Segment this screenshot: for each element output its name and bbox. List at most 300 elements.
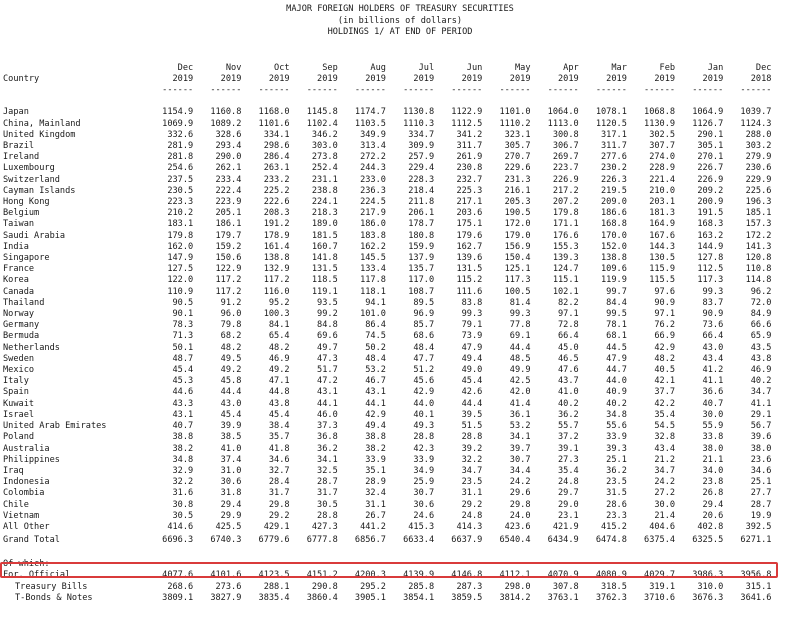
table-row: [3, 298, 771, 309]
table-cell: 47.6: [557, 365, 579, 376]
table-cell: 66.9: [654, 331, 676, 342]
table-cell: 181.5: [311, 230, 338, 241]
table-cell: 47.9: [461, 342, 483, 353]
table-cell: 23.8: [702, 477, 724, 488]
table-cell: 1120.5: [595, 118, 627, 129]
table-cell: 186.6: [601, 208, 627, 219]
table-cell: 334.7: [408, 129, 435, 140]
table-cell: 35.4: [654, 409, 676, 420]
table-cell: 414.6: [167, 521, 194, 532]
table-cell: 31.1: [365, 499, 386, 510]
table-cell: 34.9: [413, 465, 435, 476]
table-cell: 72.0: [750, 297, 772, 308]
table-cell: 29.2: [461, 499, 483, 510]
table-cell: 30.7: [413, 488, 435, 499]
table-cell: 78.1: [606, 320, 627, 331]
table-cell: 79.1: [461, 320, 483, 331]
table-cell: 74.5: [365, 331, 386, 342]
table-cell: 305.7: [504, 141, 531, 152]
table-cell: 222.4: [215, 185, 242, 196]
table-cell: 44.5: [606, 342, 627, 353]
table-cell: 46.5: [557, 353, 579, 364]
table-cell: 254.6: [167, 163, 194, 174]
row-label: Bermuda: [3, 331, 40, 342]
table-cell: 219.5: [601, 185, 627, 196]
table-cell: 229.4: [408, 163, 435, 174]
table-cell: 23.1: [557, 510, 579, 521]
table-cell: 168.8: [601, 219, 627, 230]
table-cell: 29.6: [509, 488, 531, 499]
table-cell: 117.2: [263, 275, 290, 286]
table-cell: 96.0: [220, 309, 242, 320]
table-cell: 21.2: [654, 454, 676, 465]
table-cell: 48.5: [509, 353, 531, 364]
table-cell: 279.9: [745, 152, 772, 163]
table-row: [3, 365, 771, 376]
table-cell: 179.6: [456, 230, 483, 241]
table-cell: 65.9: [750, 331, 772, 342]
table-cell: 230.2: [601, 163, 627, 174]
table-cell: 233.2: [263, 174, 290, 185]
table-cell: 6540.4: [499, 535, 531, 546]
table-cell: 46.7: [365, 376, 386, 387]
table-cell: 179.8: [167, 230, 194, 241]
table-cell: 6637.9: [451, 535, 483, 546]
table-cell: 28.7: [750, 499, 772, 510]
table-cell: 48.2: [220, 342, 242, 353]
table-cell: 349.9: [360, 129, 386, 140]
table-cell: 26.7: [365, 510, 386, 521]
table-row: [3, 309, 771, 320]
table-cell: 43.0: [702, 342, 724, 353]
table-cell: 35.4: [557, 465, 579, 476]
table-cell: 152.0: [601, 241, 627, 252]
column-year: 2019: [413, 74, 435, 85]
table-cell: 48.4: [413, 342, 435, 353]
table-cell: 270.1: [697, 152, 724, 163]
table-cell: 30.5: [317, 499, 338, 510]
row-label: Ireland: [3, 152, 40, 163]
table-row: [3, 119, 771, 130]
table-cell: 24.8: [461, 510, 483, 521]
table-cell: 211.8: [408, 197, 435, 208]
table-cell: 6474.8: [595, 535, 627, 546]
table-cell: 225.6: [745, 185, 772, 196]
table-cell: 84.1: [268, 320, 290, 331]
table-cell: 46.9: [750, 365, 772, 376]
table-cell: 68.6: [413, 331, 435, 342]
table-cell: 68.1: [606, 331, 627, 342]
table-cell: 28.8: [413, 432, 435, 443]
table-cell: 29.8: [509, 499, 531, 510]
table-cell: 4070.9: [547, 570, 579, 581]
table-cell: 44.4: [461, 398, 483, 409]
table-cell: 24.8: [557, 477, 579, 488]
table-cell: 69.1: [509, 331, 531, 342]
table-cell: 167.6: [649, 230, 676, 241]
table-cell: 116.0: [263, 286, 290, 297]
table-cell: 414.3: [456, 521, 483, 532]
table-cell: 85.7: [413, 320, 435, 331]
table-cell: 38.2: [365, 443, 386, 454]
table-cell: 23.5: [461, 477, 483, 488]
table-cell: 35.7: [268, 432, 290, 443]
table-cell: 73.6: [702, 320, 724, 331]
column-month: Dec: [755, 63, 772, 73]
table-cell: 55.7: [557, 421, 579, 432]
table-cell: 1168.0: [258, 107, 290, 118]
table-cell: 6434.9: [547, 535, 579, 546]
report-subtitle-period: HOLDINGS 1/ AT END OF PERIOD: [327, 27, 473, 37]
row-label: Brazil: [3, 141, 35, 152]
table-cell: 29.0: [557, 499, 579, 510]
table-cell: 41.1: [750, 398, 772, 409]
table-cell: 44.7: [606, 365, 627, 376]
table-cell: 56.7: [750, 421, 772, 432]
table-cell: 210.0: [649, 185, 676, 196]
table-cell: 1145.8: [306, 107, 338, 118]
table-row: [3, 231, 771, 242]
table-cell: 332.6: [167, 129, 194, 140]
column-month: May: [514, 63, 531, 73]
table-cell: 117.2: [215, 275, 242, 286]
table-cell: 42.1: [654, 376, 676, 387]
table-cell: 3641.6: [740, 592, 772, 603]
table-cell: 1068.8: [644, 107, 676, 118]
table-cell: 6633.4: [403, 535, 435, 546]
table-cell: 183.1: [167, 219, 194, 230]
table-cell: 3859.5: [451, 592, 483, 603]
table-cell: 79.8: [220, 320, 242, 331]
table-cell: 218.3: [311, 208, 338, 219]
row-label: Taiwan: [3, 219, 35, 230]
table-cell: 34.8: [172, 454, 194, 465]
header-dashes: ------: [210, 85, 242, 96]
table-cell: 33.9: [365, 454, 386, 465]
table-cell: 307.8: [552, 581, 579, 592]
table-cell: 46.9: [268, 353, 290, 364]
column-month: Sep: [322, 63, 338, 73]
table-cell: 4101.6: [210, 570, 242, 581]
table-row: [3, 511, 771, 522]
table-cell: 1160.8: [210, 107, 242, 118]
table-cell: 33.9: [413, 454, 435, 465]
table-cell: 159.9: [408, 241, 435, 252]
column-year: 2019: [606, 74, 627, 85]
table-cell: 261.9: [456, 152, 483, 163]
table-cell: 189.0: [311, 219, 338, 230]
table-cell: 48.7: [172, 353, 194, 364]
table-cell: 41.8: [268, 443, 290, 454]
table-cell: 43.3: [172, 398, 194, 409]
table-cell: 77.8: [509, 320, 531, 331]
table-cell: 1101.0: [499, 107, 531, 118]
table-cell: 43.0: [220, 398, 242, 409]
column-month: Aug: [370, 63, 386, 73]
table-cell: 237.5: [167, 174, 194, 185]
table-cell: 45.8: [220, 376, 242, 387]
column-year: 2019: [365, 74, 386, 85]
table-cell: 328.6: [215, 129, 242, 140]
row-label: United Arab Emirates: [3, 421, 107, 432]
table-cell: 31.0: [220, 465, 242, 476]
table-cell: 150.4: [504, 253, 531, 264]
table-cell: 99.3: [702, 286, 724, 297]
table-cell: 21.4: [654, 510, 676, 521]
table-cell: 334.1: [263, 129, 290, 140]
table-cell: 55.9: [702, 421, 724, 432]
table-cell: 39.7: [509, 443, 531, 454]
table-cell: 96.2: [750, 286, 772, 297]
table-cell: 40.1: [413, 409, 435, 420]
table-cell: 196.3: [745, 197, 772, 208]
table-cell: 34.7: [461, 465, 483, 476]
table-cell: 288.0: [745, 129, 772, 140]
table-cell: 120.8: [745, 253, 772, 264]
table-cell: 223.3: [167, 197, 194, 208]
column-year: 2019: [654, 74, 676, 85]
table-cell: 145.5: [360, 253, 386, 264]
table-cell: 1130.9: [644, 118, 676, 129]
table-cell: 178.7: [408, 219, 435, 230]
table-cell: 3676.3: [692, 592, 724, 603]
table-row: [3, 141, 771, 152]
table-cell: 41.0: [220, 443, 242, 454]
table-cell: 6740.3: [210, 535, 242, 546]
table-cell: 45.4: [461, 376, 483, 387]
table-cell: 23.5: [606, 477, 627, 488]
table-cell: 441.2: [360, 521, 386, 532]
table-cell: 3827.9: [210, 592, 242, 603]
table-cell: 29.2: [268, 510, 290, 521]
table-cell: 216.1: [504, 185, 531, 196]
table-cell: 39.9: [220, 421, 242, 432]
table-cell: 4139.9: [403, 570, 435, 581]
table-cell: 28.8: [461, 432, 483, 443]
table-cell: 44.1: [365, 398, 386, 409]
table-cell: 130.5: [649, 253, 676, 264]
table-row: [3, 130, 771, 141]
table-cell: 281.9: [167, 141, 194, 152]
table-cell: 228.3: [408, 174, 435, 185]
table-cell: 268.6: [167, 581, 194, 592]
table-cell: 223.9: [215, 197, 242, 208]
table-cell: 47.2: [317, 376, 338, 387]
table-cell: 6271.1: [740, 535, 772, 546]
table-cell: 43.4: [654, 443, 676, 454]
row-label: Spain: [3, 387, 29, 398]
table-cell: 33.9: [606, 432, 627, 443]
table-cell: 4077.6: [162, 570, 194, 581]
table-cell: 117.8: [360, 275, 386, 286]
table-cell: 311.7: [456, 141, 483, 152]
row-label: Cayman Islands: [3, 185, 76, 196]
table-cell: 39.1: [557, 443, 579, 454]
table-cell: 118.1: [360, 286, 386, 297]
table-cell: 217.1: [456, 197, 483, 208]
table-cell: 305.1: [697, 141, 724, 152]
table-cell: 180.8: [408, 230, 435, 241]
table-cell: 66.4: [702, 331, 724, 342]
table-cell: 1101.6: [258, 118, 290, 129]
table-cell: 1103.5: [354, 118, 386, 129]
table-cell: 29.8: [268, 499, 290, 510]
table-cell: 170.0: [601, 230, 627, 241]
table-cell: 1089.2: [210, 118, 242, 129]
header-dashes: ------: [740, 85, 772, 96]
table-cell: 25.1: [750, 477, 772, 488]
table-cell: 205.1: [215, 208, 242, 219]
table-cell: 108.7: [408, 286, 435, 297]
table-cell: 302.5: [649, 129, 676, 140]
row-label: Switzerland: [3, 174, 60, 185]
table-cell: 51.7: [317, 365, 338, 376]
table-cell: 132.9: [263, 264, 290, 275]
column-year: 2019: [461, 74, 483, 85]
table-cell: 76.2: [654, 320, 676, 331]
table-cell: 86.4: [365, 320, 386, 331]
table-cell: 122.0: [167, 275, 194, 286]
table-cell: 112.5: [697, 264, 724, 275]
table-cell: 224.5: [360, 197, 386, 208]
table-cell: 66.4: [557, 331, 579, 342]
table-cell: 191.5: [697, 208, 724, 219]
header-month-row: [3, 63, 771, 74]
country-header: Country: [3, 74, 40, 85]
table-cell: 45.4: [268, 409, 290, 420]
table-cell: 285.8: [408, 581, 435, 592]
table-cell: 31.6: [172, 488, 194, 499]
table-cell: 205.3: [504, 197, 531, 208]
table-cell: 29.7: [557, 488, 579, 499]
table-cell: 24.2: [509, 477, 531, 488]
table-cell: 40.9: [606, 387, 627, 398]
table-cell: 24.0: [509, 510, 531, 521]
table-cell: 38.4: [268, 421, 290, 432]
table-cell: 49.7: [317, 342, 338, 353]
table-cell: 84.4: [606, 297, 627, 308]
table-cell: 300.8: [552, 129, 579, 140]
table-cell: 228.9: [649, 163, 676, 174]
table-cell: 40.5: [654, 365, 676, 376]
table-cell: 30.0: [654, 499, 676, 510]
table-cell: 21.1: [702, 454, 724, 465]
header-dashes: ------: [692, 85, 724, 96]
table-cell: 135.7: [408, 264, 435, 275]
table-cell: 34.6: [268, 454, 290, 465]
table-cell: 203.1: [649, 197, 676, 208]
table-row: [3, 208, 771, 219]
table-cell: 117.3: [697, 275, 724, 286]
table-cell: 32.9: [172, 465, 194, 476]
table-cell: 37.3: [317, 421, 338, 432]
table-row: [3, 522, 771, 533]
table-cell: 119.1: [311, 286, 338, 297]
table-cell: 6696.3: [162, 535, 194, 546]
table-cell: 163.2: [697, 230, 724, 241]
table-cell: 47.9: [606, 353, 627, 364]
column-year: 2019: [268, 74, 290, 85]
table-cell: 40.2: [750, 376, 772, 387]
table-cell: 115.2: [456, 275, 483, 286]
table-cell: 30.6: [220, 477, 242, 488]
table-cell: 24.2: [654, 477, 676, 488]
table-row: [3, 477, 771, 488]
table-cell: 346.2: [311, 129, 338, 140]
table-cell: 118.5: [311, 275, 338, 286]
table-cell: 39.3: [606, 443, 627, 454]
table-cell: 313.4: [360, 141, 386, 152]
table-cell: 172.2: [745, 230, 772, 241]
row-label: Vietnam: [3, 510, 40, 521]
table-cell: 47.3: [317, 353, 338, 364]
table-cell: 122.9: [215, 264, 242, 275]
table-cell: 47.7: [413, 353, 435, 364]
table-cell: 42.6: [461, 387, 483, 398]
table-cell: 429.1: [263, 521, 290, 532]
table-cell: 90.9: [654, 297, 676, 308]
table-cell: 32.4: [365, 488, 386, 499]
row-label: Colombia: [3, 488, 45, 499]
table-cell: 33.8: [702, 432, 724, 443]
table-cell: 415.3: [408, 521, 435, 532]
row-label: France: [3, 264, 35, 275]
table-cell: 273.6: [215, 581, 242, 592]
table-cell: 186.0: [360, 219, 386, 230]
row-label: Norway: [3, 309, 35, 320]
table-cell: 29.4: [702, 499, 724, 510]
table-cell: 1064.9: [692, 107, 724, 118]
table-cell: 226.9: [697, 174, 724, 185]
table-cell: 34.1: [509, 432, 531, 443]
table-cell: 27.3: [557, 454, 579, 465]
table-cell: 100.3: [263, 309, 290, 320]
table-row: [3, 343, 771, 354]
table-cell: 223.7: [552, 163, 579, 174]
column-month: Nov: [225, 63, 242, 73]
column-year: 2019: [509, 74, 531, 85]
table-cell: 110.8: [745, 264, 772, 275]
table-cell: 82.2: [557, 297, 579, 308]
table-cell: 303.2: [745, 141, 772, 152]
table-cell: 4123.5: [258, 570, 290, 581]
table-cell: 43.1: [365, 387, 386, 398]
table-cell: 176.6: [552, 230, 579, 241]
table-cell: 1122.9: [451, 107, 483, 118]
table-row: [3, 331, 771, 342]
table-cell: 43.8: [268, 398, 290, 409]
table-cell: 55.6: [606, 421, 627, 432]
row-label: Hong Kong: [3, 197, 50, 208]
table-cell: 34.0: [702, 465, 724, 476]
header-year-row: [3, 74, 771, 85]
table-cell: 185.1: [745, 208, 772, 219]
table-row: [3, 432, 771, 443]
header-dashes: ------: [354, 85, 386, 96]
table-cell: 287.3: [456, 581, 483, 592]
holdings-table-body: [3, 95, 771, 604]
table-cell: 43.4: [702, 353, 724, 364]
row-label: Thailand: [3, 297, 45, 308]
table-cell: 277.6: [601, 152, 627, 163]
table-cell: 94.1: [365, 297, 386, 308]
table-cell: 341.2: [456, 129, 483, 140]
table-cell: 171.1: [552, 219, 579, 230]
table-cell: 3809.1: [162, 592, 194, 603]
row-label: Australia: [3, 443, 50, 454]
table-cell: 1102.4: [306, 118, 338, 129]
table-cell: 131.5: [311, 264, 338, 275]
